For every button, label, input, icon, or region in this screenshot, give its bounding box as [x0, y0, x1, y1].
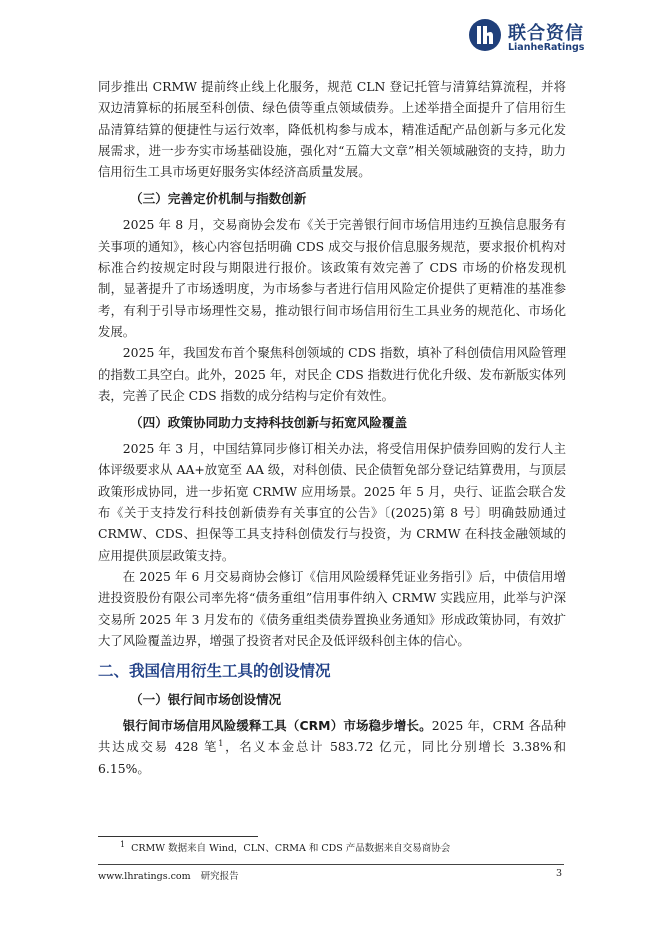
- paragraph-cds-index: 2025 年，我国发布首个聚焦科创领域的 CDS 指数，填补了科创债信用风险管理的指数工具空白。此外，2025 年，对民企 CDS 指数进行优化升级、发布新版实体列表，完善了民企 CDS 指数的成分结构与定价有效性。: [98, 345, 566, 403]
- heading-pricing-mechanism: （三）完善定价机制与指数创新: [130, 191, 307, 207]
- heading-policy-coordination: （四）政策协同助力支持科技创新与拓宽风险覆盖: [130, 415, 408, 431]
- paragraph-clearing: 同步推出 CRMW 提前终止线上化服务，规范 CLN 登记托管与清算结算流程，并将双边清算标的拓展至科创债、绿色债等重点领域债券。上述举措全面提升了信用衍生品清算结算的便捷性与运行效率，降低机构参与成本，精准适配产品创新与多元化发展需求，进一步夯实市场基础设施，强化对“五篇大文章”相关领域融资的支持，助力信用衍生工具市场更好服务实体经济高质量发展。: [98, 79, 566, 180]
- crm-growth-text-a: 2025 年，CRM 各品种共达成交易 428 笔: [98, 718, 566, 755]
- footnote-divider: [98, 836, 258, 837]
- brand-logo: [468, 18, 588, 58]
- paragraph-crm-growth: [98, 715, 566, 779]
- paragraph-cds-info-service: 2025 年 8 月，交易商协会发布《关于完善银行间市场信用违约互换信息服务有关事项的通知》，核心内容包括明确 CDS 成交与报价信息服务规范，要求报价机构对标准合约按规定时段与期限进行报价。该政策有效完善了 CDS 市场的价格发现机制，显著提升了市场透明度，为市场参与者进行信用风险定价提供了更精准的基准参考，有利于引导市场理性交易，推动银行间市场信用衍生工具业务的规范化、市场化发展。: [98, 217, 566, 339]
- lianhe-logo-icon: [468, 18, 502, 52]
- report-body: [98, 76, 566, 779]
- crm-growth-lead: 银行间市场信用风险缓释工具（CRM）市场稳步增长。: [122, 718, 432, 734]
- section-heading-creation: 二、我国信用衍生工具的创设情况: [98, 662, 331, 681]
- brand-name-en: LianheRatings: [508, 42, 585, 53]
- page-number: 3: [556, 868, 563, 879]
- footer-divider: [98, 864, 564, 865]
- heading-interbank-market: （一）银行间市场创设情况: [130, 692, 282, 708]
- footnote: [120, 839, 451, 856]
- footnote-text: CRMW 数据来自 Wind，CLN、CRMA 和 CDS 产品数据来自交易商协会: [131, 843, 451, 854]
- footnote-marker: 1: [120, 839, 126, 849]
- crm-growth-text-b: ，名义本金总计 583.72 亿元，同比分别增长 3.38%和 6.15%。: [98, 739, 566, 776]
- footer-label: 研究报告: [200, 871, 239, 882]
- brand-name-cn: 联合资信: [508, 23, 584, 44]
- footer: [98, 868, 249, 882]
- paragraph-policy-revision: 2025 年 3 月，中国结算同步修订相关办法，将受信用保护债券回购的发行人主体评级要求从 AA+放宽至 AA 级，对科创债、民企债暂免部分登记结算费用，与顶层政策形成协同，进一步拓宽 CRMW 应用场景。2025 年 5 月，央行、证监会联合发布《关于支持发行科技创新债券有关事宜的公告》〔(2025)第 8 号〕明确鼓励通过 CRMW、CDS、担保等工具支持科创债发行与投资，为 CRMW 在科技金融领域的应用提供顶层政策支持。: [98, 441, 566, 563]
- paragraph-debt-restructuring: 在 2025 年 6 月交易商协会修订《信用风险缓释凭证业务指引》后，中债信用增进投资股份有限公司率先将“债务重组”信用事件纳入 CRMW 实践应用，此举与沪深交易所 2025 年 3 月发布的《债务重组类债券置换业务通知》形成政策协同，有效扩大了风险覆盖边界，增强了投资者对民企及低评级科创主体的信心。: [98, 568, 566, 648]
- footer-url[interactable]: www.lhratings.com: [98, 871, 191, 882]
- footnote-ref[interactable]: 1: [218, 739, 224, 749]
